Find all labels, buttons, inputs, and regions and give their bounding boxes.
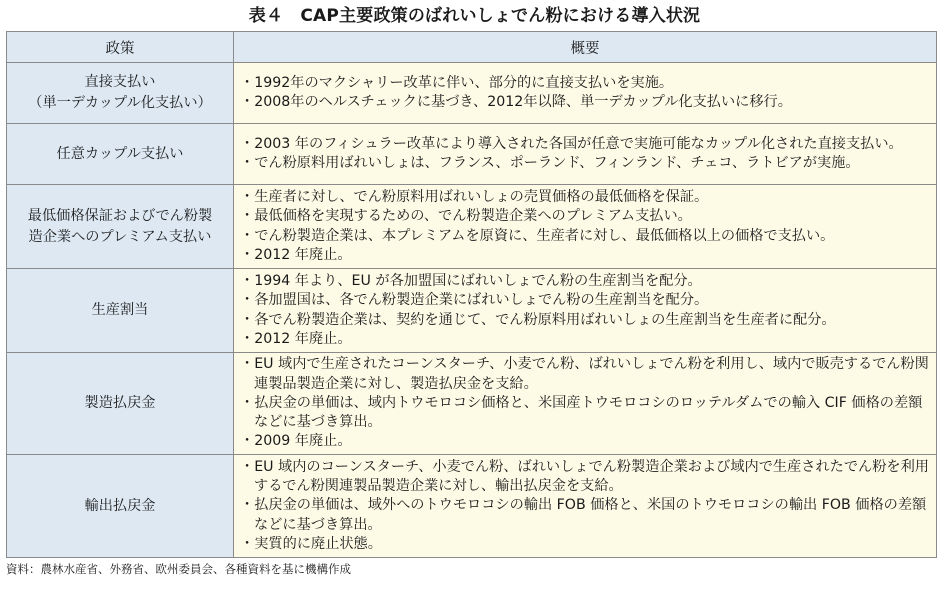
summary-item: ・各でん粉製造企業は、契約を通じて、でん粉原料用ばれいしょの生産割当を生産者に配分。 — [240, 311, 836, 328]
table-row — [7, 63, 937, 124]
summary-item: ・1994 年より、EU が各加盟国にばれいしょでん粉の生産割当を配分。 — [240, 273, 702, 290]
summary-item: ・各加盟国は、各でん粉製造企業にばれいしょでん粉の生産割当を配分。 — [240, 292, 709, 309]
header-summary: 概要 — [234, 32, 937, 63]
summary-item: ・実質的に廃止状態。 — [240, 535, 382, 552]
summary-item: ・2009 年廃止。 — [240, 433, 352, 450]
summary-item: ・でん粉原料用ばれいしょは、フランス、ポーランド、フィンランド、チェコ、ラトビアが実施。 — [240, 155, 860, 171]
source-note: 資料：農林水産省、外務省、欧州委員会、各種資料を基に機構作成 — [6, 562, 351, 576]
summary-item: ・2008年のヘルスチェックに基づき、2012年以降、単一デカップル化支払いに移行。 — [240, 94, 792, 110]
policy-name: 最低価格保証およびでん粉製 — [27, 207, 213, 224]
policy-name: 生産割当 — [91, 302, 149, 318]
table-row — [7, 185, 937, 269]
policy-name: 直接支払い — [84, 74, 156, 90]
policy-cell — [7, 185, 234, 269]
summary-cell — [234, 63, 937, 124]
summary-cell — [234, 185, 937, 269]
policy-name: 製造払戻金 — [84, 395, 156, 411]
summary-cell — [234, 353, 937, 455]
table-row — [7, 124, 937, 185]
policy-name: （単一デカップル化支払い） — [28, 95, 212, 111]
summary-item: ・払戻金の単価は、域内トウモロコシ価格と、米国産トウモロコシのロッテルダムでの輸入 CIF 価格の差額などに基づき算出。 — [240, 394, 923, 431]
policy-table — [6, 31, 937, 558]
summary-item: ・生産者に対し、でん粉原料用ばれいしょの売買価格の最低価格を保証。 — [240, 189, 709, 206]
summary-cell — [234, 269, 937, 353]
policy-name: 輸出払戻金 — [84, 497, 156, 514]
summary-item: ・1992年のマクシャリー改革に伴い、部分的に直接支払いを実施。 — [240, 74, 674, 91]
table-row — [7, 353, 937, 455]
policy-cell — [7, 269, 234, 353]
policy-name: 造企業へのプレミアム支払い — [28, 228, 212, 245]
table-title: 表４ CAP主要政策のばれいしょでん粉における導入状況 — [248, 6, 701, 26]
policy-cell — [7, 124, 234, 185]
policy-name: 任意カップル支払い — [56, 145, 184, 162]
summary-item: ・2012 年廃止。 — [240, 246, 352, 263]
summary-item: ・2012 年廃止。 — [240, 330, 352, 347]
policy-cell — [7, 455, 234, 558]
summary-item: ・2003 年のフィシュラー改革により導入された各国が任意で実施可能なカップル化された直接支払い。 — [240, 135, 903, 152]
summary-item: ・EU 域内のコーンスターチ、小麦でん粉、ばれいしょでん粉製造企業および域内で生産されたでん粉を利用するでん粉関連製品製造企業に対し、輸出払戻金を支給。 — [240, 458, 929, 495]
policy-cell — [7, 353, 234, 455]
header-policy: 政策 — [7, 32, 234, 63]
policy-cell — [7, 63, 234, 124]
table-row — [7, 455, 937, 558]
summary-cell — [234, 124, 937, 185]
table-header-row — [7, 32, 937, 63]
summary-cell — [234, 455, 937, 558]
summary-item: ・でん粉製造企業は、本プレミアムを原資に、生産者に対し、最低価格以上の価格で支払い。 — [240, 227, 835, 244]
summary-item: ・最低価格を実現するための、でん粉製造企業へのプレミアム支払い。 — [240, 208, 692, 225]
summary-item: ・EU 域内で生産されたコーンスターチ、小麦でん粉、ばれいしょでん粉を利用し、域内で販売するでん粉関連製品製造企業に対し、製造払戻金を支給。 — [240, 356, 929, 392]
summary-item: ・払戻金の単価は、域外へのトウモロコシの輸出 FOB 価格と、米国のトウモロコシの輸出 FOB 価格の差額などに基づき算出。 — [240, 497, 927, 533]
table-row — [7, 269, 937, 353]
